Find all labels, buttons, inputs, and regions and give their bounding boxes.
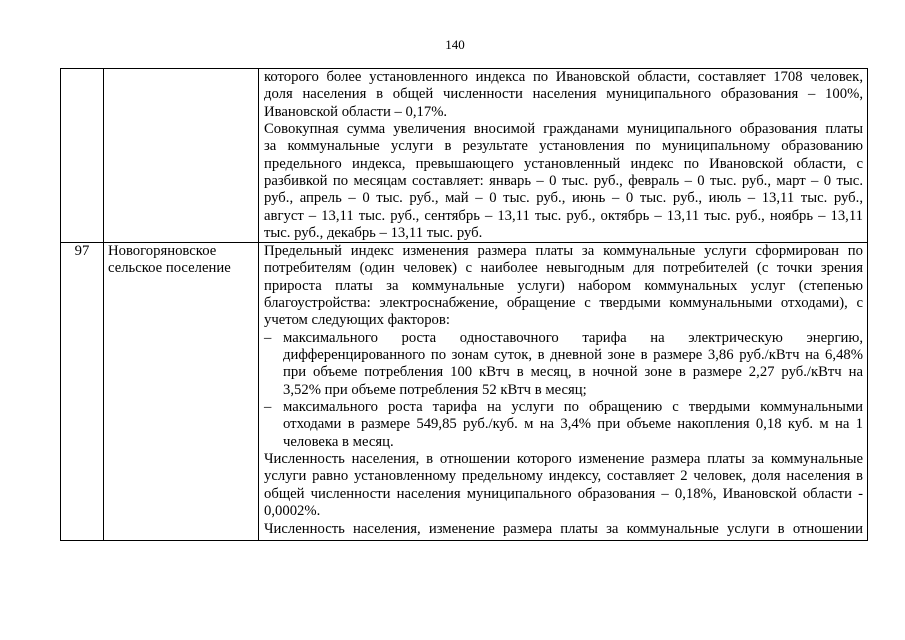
text-line: Предельный индекс изменения размера платы за коммунальные услуги сформирован по xyxy=(264,243,863,259)
text-line: при объеме потребления 100 кВтч в месяц, в ночной зоне в размере 2,27 руб./кВтч на xyxy=(283,364,863,381)
text-line: учетом следующих факторов: xyxy=(264,312,450,329)
paragraph xyxy=(264,121,863,242)
paragraph xyxy=(264,451,863,520)
text-line: Совокупная сумма увеличения вносимой гражданами муниципального образования платы xyxy=(264,121,863,138)
text-line: общей численности населения муниципального образования – 0,18%, Ивановской области - xyxy=(264,485,863,502)
row-number-cell xyxy=(61,243,104,540)
municipality-name-cell xyxy=(104,243,259,540)
bullet-marker: – xyxy=(264,399,272,416)
text-line: потребителям (один человек) с наиболее невыгодным для потребителей (с точки зрения xyxy=(264,260,863,277)
paragraph xyxy=(264,243,863,330)
bullet-item xyxy=(264,399,863,451)
page-number: 140 xyxy=(445,37,465,52)
text-line: благоустройства: электроснабжение, обращение с твердыми коммунальными отходами), с xyxy=(264,295,863,312)
data-table xyxy=(60,68,868,541)
text-line: разбивкой по месяцам составляет: январь – 0 тыс. руб., февраль – 0 тыс. руб., март – 0 тыс. xyxy=(264,173,863,190)
text-line: человека в месяц. xyxy=(283,433,394,450)
text-line: руб., апрель – 0 тыс. руб., май – 0 тыс. руб., июнь – 0 тыс. руб., июль – 13,11 тыс. руб., xyxy=(264,190,863,207)
paragraph xyxy=(264,521,863,538)
text-line: максимального роста одноставочного тарифа на электрическую энергию, xyxy=(283,329,863,346)
row-number: 97 xyxy=(74,243,90,259)
text-line: предельного индекса, превышающего установленный индекс по Ивановской области, с xyxy=(264,155,863,172)
text-line: за коммунальные услуги в результате установления по муниципальному образованию xyxy=(264,138,863,155)
municipality-name-cell xyxy=(104,69,259,243)
text-line: которого более установленного индекса по Ивановской области, составляет 1708 человек, xyxy=(264,69,863,85)
description-cell xyxy=(259,243,867,540)
row-number-cell xyxy=(61,69,104,243)
text-line: Численность населения, в отношении которого изменение размера платы за коммунальные xyxy=(264,451,863,468)
text-line: прироста платы за коммунальные услуги) набором коммунальных услуг (степенью xyxy=(264,277,863,294)
text-line: дифференцированного по зонам суток, в дневной зоне в размере 3,86 руб./кВтч на 6,48% xyxy=(283,347,863,364)
text-line: услуги равно установленному предельному индексу, составляет 2 человек, доля населения в xyxy=(264,468,863,485)
text-line: Ивановской области – 0,17%. xyxy=(264,103,448,120)
description-cell xyxy=(259,69,867,243)
text-line: 0,0002%. xyxy=(264,503,321,520)
text-line: тыс. руб., декабрь – 13,11 тыс. руб. xyxy=(264,225,483,242)
bullet-marker: – xyxy=(264,329,272,346)
text-line: максимального роста тарифа на услуги по обращению с твердыми коммунальными xyxy=(283,399,863,416)
text-line: доля населения в общей численности населения муниципального образования – 100%, xyxy=(264,86,863,103)
text-line: Численность населения, изменение размера платы за коммунальные услуги в отношении xyxy=(264,520,863,537)
text-line: 3,52% при объеме потребления 52 кВтч в месяц; xyxy=(283,381,587,398)
paragraph xyxy=(264,69,863,121)
text-line: август – 13,11 тыс. руб., сентябрь – 13,11 тыс. руб., октябрь – 13,11 тыс. руб., ноябрь – 13,11 xyxy=(264,207,863,224)
text-line: отходами в размере 549,85 руб./куб. м на 3,4% при объеме накопления 0,18 куб. м на 1 xyxy=(283,416,863,433)
municipality-name: Новогоряновское сельское поселение xyxy=(108,243,231,277)
bullet-item xyxy=(264,330,863,399)
